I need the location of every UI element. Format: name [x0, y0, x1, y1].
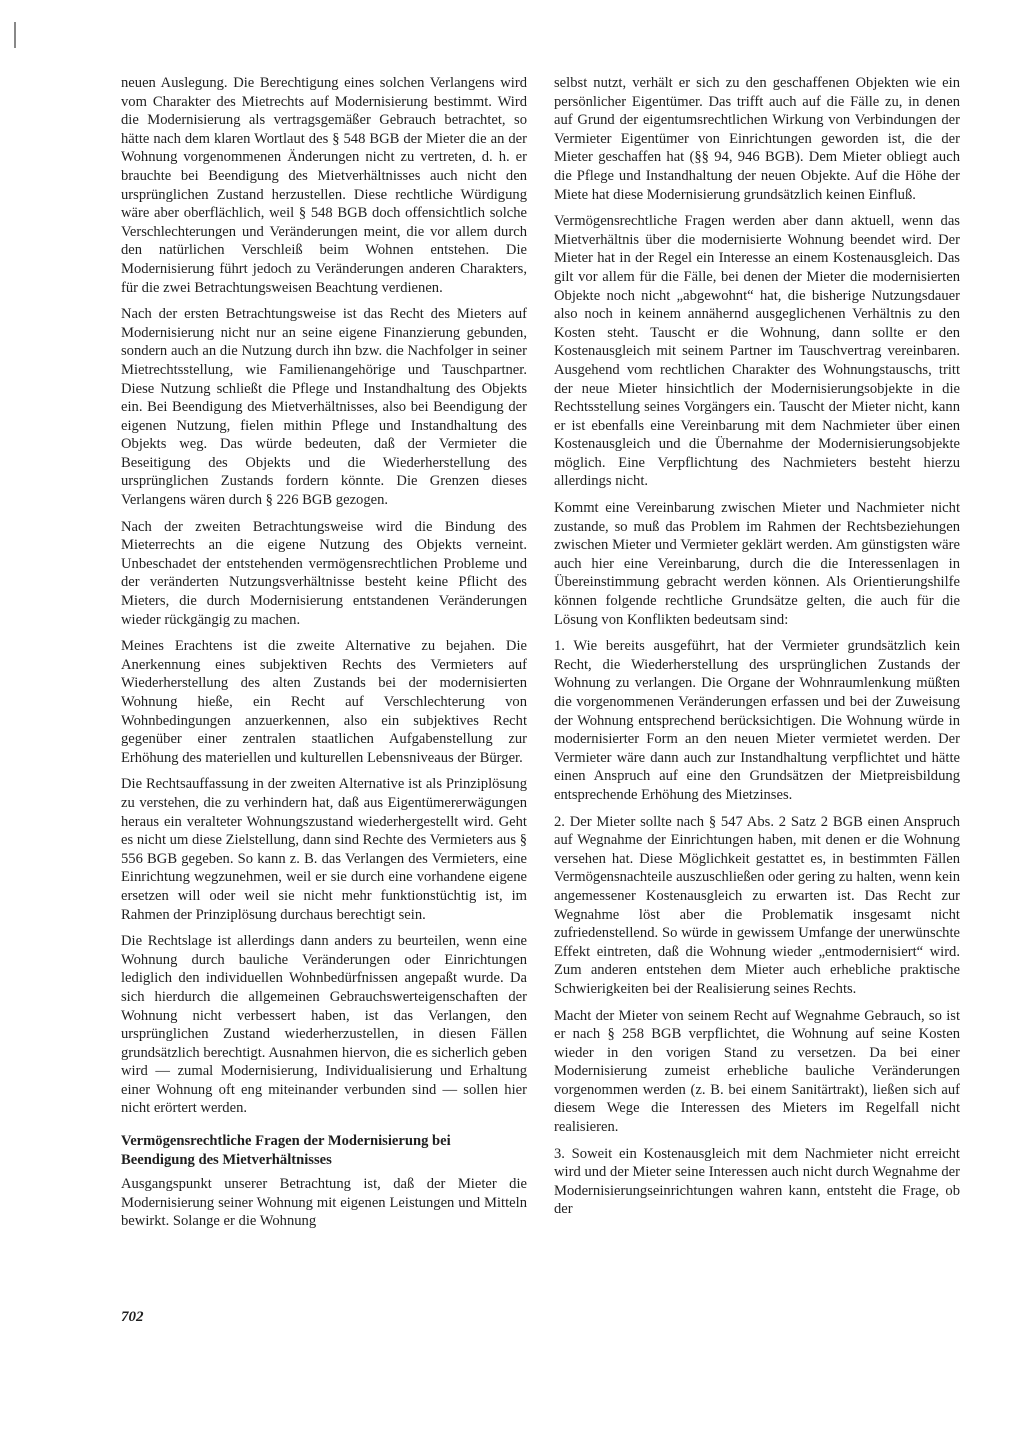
margin-mark [14, 22, 16, 48]
paragraph: Die Rechtsauffassung in der zweiten Alternative ist als Prinziplösung zu verstehen, die zu verhindern hat, daß aus Eigentümererwägungen heraus ein veralteter Wohnungszustand wiederhergestellt wird. Geht es nicht um diese Zielstellung, dann sind Rechte des Vermieters aus § 556 BGB gegeben. So kann z. B. das Verlangen des Vermieters, eine Einrichtung wegzunehmen, weil er sie durch eine vorhandene eigene ersetzen will oder weil sie nicht mehr funktionstüchtig ist, im Rahmen der Prinziplösung durchaus berechtigt sein. [121, 776, 527, 923]
paragraph: Kommt eine Vereinbarung zwischen Mieter und Nachmieter nicht zustande, so muß das Problem im Rahmen der Rechtsbeziehungen zwischen Mieter und Vermieter geklärt werden. Am günstigsten wäre auch hier eine Vereinbarung, durch die die Interessenlagen in Übereinstimmung gebracht werden können. Als Orientierungshilfe können folgende rechtliche Grundsätze gelten, die auch für die Lösung von Konflikten bedeutsam sind: [554, 500, 960, 628]
paragraph: Vermögensrechtliche Fragen werden aber dann aktuell, wenn das Mietverhältnis über die modernisierte Wohnung beendet wird. Der Mieter hat in der Regel ein Interesse an einem Kostenausgleich. Das gilt vor allem für die Fälle, bei denen der Mieter die modernisierten Objekte noch nicht „abgewohnt“ hat, die bisherige Nutzungsdauer also noch in keinem annähernd ausgeglichenen Verhältnis zu den Kosten steht. Tauscht er die Wohnung, dann sollte er den Kostenausgleich mit seinem Partner im Tauschvertrag vereinbaren. Ausgehend vom rechtlichen Charakter des Wohnungstauschs, tritt der neue Mieter hinsichtlich der Modernisierungsobjekte in die Rechtsstellung seines Vorgängers ein. Tauscht der Mieter nicht, kann er ist ebenfalls eine Vereinbarung mit dem Nachmieter über einen Kostenausgleich und die Übernahme der Modernisierungsobjekte möglich. Eine Verpflichtung des Nachmieters besteht hierzu allerdings nicht. [554, 213, 960, 490]
paragraph: 1. Wie bereits ausgeführt, hat der Vermieter grundsätzlich kein Recht, die Wiederherstellung des ursprünglichen Zustands der Wohnung zu verlangen. Die Organe der Wohnraumlenkung müßten die vorgenommenen Veränderungen erfassen und bei der Zuweisung der Wohnung entsprechend berücksichtigen. Die Wohnung würde in modernisierter Form an den neuen Mieter vermietet werden. Der Vermieter wäre dann auch zur Instandhaltung verpflichtet und hätte einen Anspruch auf eine den Grundsätzen der Mietpreisbildung entsprechende Erhöhung des Mietzinses. [554, 638, 960, 803]
paragraph: 3. Soweit ein Kostenausgleich mit dem Nachmieter nicht erreicht wird und der Mieter seine Interessen auch nicht durch Wegnahme der Modernisierungseinrichtungen wahren kann, entsteht die Frage, ob der [554, 1145, 960, 1218]
paragraph: Meines Erachtens ist die zweite Alternative zu bejahen. Die Anerkennung eines subjektiven Rechts des Vermieters auf Wiederherstellung des alten Zustands bei der modernisierten Wohnung hieße, ein Recht auf Verschlechterung von Wohnbedingungen anzuerkennen, also ein subjektives Recht gegenüber einer zentralen staatlichen Aufgabenstellung zur Erhöhung des materiellen und kulturellen Lebensniveaus der Bürger. [121, 638, 527, 766]
page-number: 702 [121, 1309, 144, 1325]
paragraph: Macht der Mieter von seinem Recht auf Wegnahme Gebrauch, so ist er nach § 258 BGB verpflichtet, die Wohnung auf seine Kosten wieder in den vorigen Stand zu versetzen. Da bei einer Modernisierung zumeist erhebliche bauliche Veränderungen vorgenommen werden (z. B. bei einem Sanitärtrakt), ließen sich auf diesem Wege die Interessen des Mieters im Regelfall nicht realisieren. [554, 1007, 960, 1136]
section-heading: Vermögensrechtliche Fragen der Modernisierung bei Beendigung des Mietverhältnisses [121, 1133, 451, 1168]
paragraph: Nach der zweiten Betrachtungsweise wird die Bindung des Mieterrechts an die eigene Nutzung des Objekts verneint. Unbeschadet der entstehenden vermögensrechtlichen Probleme und der veränderten Nutzungsverhältnisse besteht keine Pflicht des Mieters, die durch Modernisierung entstandenen Veränderungen wieder rückgängig zu machen. [121, 518, 527, 628]
paragraph: Ausgangspunkt unserer Betrachtung ist, daß der Mieter die Modernisierung seiner Wohnung mit eigenen Leistungen und Mitteln bewirkt. Solange er die Wohnung [121, 1176, 527, 1230]
paragraph: 2. Der Mieter sollte nach § 547 Abs. 2 Satz 2 BGB einen Anspruch auf Wegnahme der Einrichtungen haben, mit denen er die Wohnung versehen hat. Diese Möglichkeit gestattet es, in bestimmten Fällen Vermögensnachteile auszuschließen oder gering zu halten, wenn kein angemessener Kostenausgleich zu erwarten ist. Das Recht zur Wegnahme löst aber die Problematik insgesamt nicht zufriedenstellend. So würde in gewissem Umfange der unerwünschte Effekt eintreten, daß die Wohnung wieder „entmodernisiert“ wird. Zum anderen entstehen dem Mieter auch erhebliche praktische Schwierigkeiten bei der Realisierung seines Rechts. [554, 813, 960, 997]
paragraph: selbst nutzt, verhält er sich zu den geschaffenen Objekten wie ein persönlicher Eigentümer. Das trifft auch auf die Fälle zu, in denen auf Grund der eigentumsrechtlichen Wirkung von Verbindungen der Vermieter Eigentümer von Einrichtungen geworden ist, die der Mieter geschaffen hat (§§ 94, 946 BGB). Dem Mieter obliegt auch die Pflege und Instandhaltung der neuen Objekte. Auf die Höhe der Miete hat diese Modernisierung grundsätzlich keinen Einfluß. [554, 75, 960, 203]
paragraph: Nach der ersten Betrachtungsweise ist das Recht des Mieters auf Modernisierung nicht nur an seine eigene Finanzierung gebunden, sondern auch an die Nutzung durch ihn bzw. die Nachfolger in seiner Mietrechtsstellung, wie Familienangehörige und Tauschpartner. Diese Nutzung schließt die Pflege und Instandhaltung des Objekts ein. Bei Beendigung des Mietverhältnisses, also bei Beendigung der eigenen Nutzung, fielen mithin Pflege und Instandhaltung des Objekts weg. Das würde bedeuten, daß der Vermieter die Beseitigung des Objekts und die Wiederherstellung des ursprünglichen Zustands fordern könnte. Die Grenzen dieses Verlangens wären durch § 226 BGB gezogen. [121, 306, 527, 509]
right-column [554, 74, 960, 1227]
left-column [121, 74, 527, 1239]
paragraph: Die Rechtslage ist allerdings dann anders zu beurteilen, wenn eine Wohnung durch bauliche Veränderungen oder Einrichtungen lediglich den individuellen Wohnbedürfnissen angepaßt wurde. Da sich hierdurch die allgemeinen Gebrauchswerteigenschaften der Wohnung nicht verbessert haben, ist das Verlangen, den ursprünglichen Zustand wiederherzustellen, in diesen Fällen grundsätzlich berechtigt. Ausnahmen hiervon, die es sicherlich geben wird — zumal Modernisierung, Individualisierung und Erhaltung einer Wohnung oft eng miteinander verbunden sind — sollen hier nicht erörtert werden. [121, 933, 527, 1117]
paragraph: neuen Auslegung. Die Berechtigung eines solchen Verlangens wird vom Charakter des Mietrechts auf Modernisierung bestimmt. Wird die Modernisierung als vertragsgemäßer Gebrauch betrachtet, so hätte nach dem klaren Wortlaut des § 548 BGB der Mieter die an der Wohnung vorgenommenen Änderungen nicht zu vertreten, d. h. er brauchte bei Beendigung des Mietverhältnisses auch nicht den ursprünglichen Zustand herzustellen. Diese rechtliche Würdigung wäre aber oberflächlich, weil § 548 BGB doch offensichtlich solche Verschlechterungen und Veränderungen meint, die vor allem durch den natürlichen Verschleiß beim Wohnen entstehen. Die Modernisierung führt jedoch zu Veränderungen anderen Charakters, für die zwei Betrachtungsweisen Beachtung verdienen. [121, 75, 527, 296]
